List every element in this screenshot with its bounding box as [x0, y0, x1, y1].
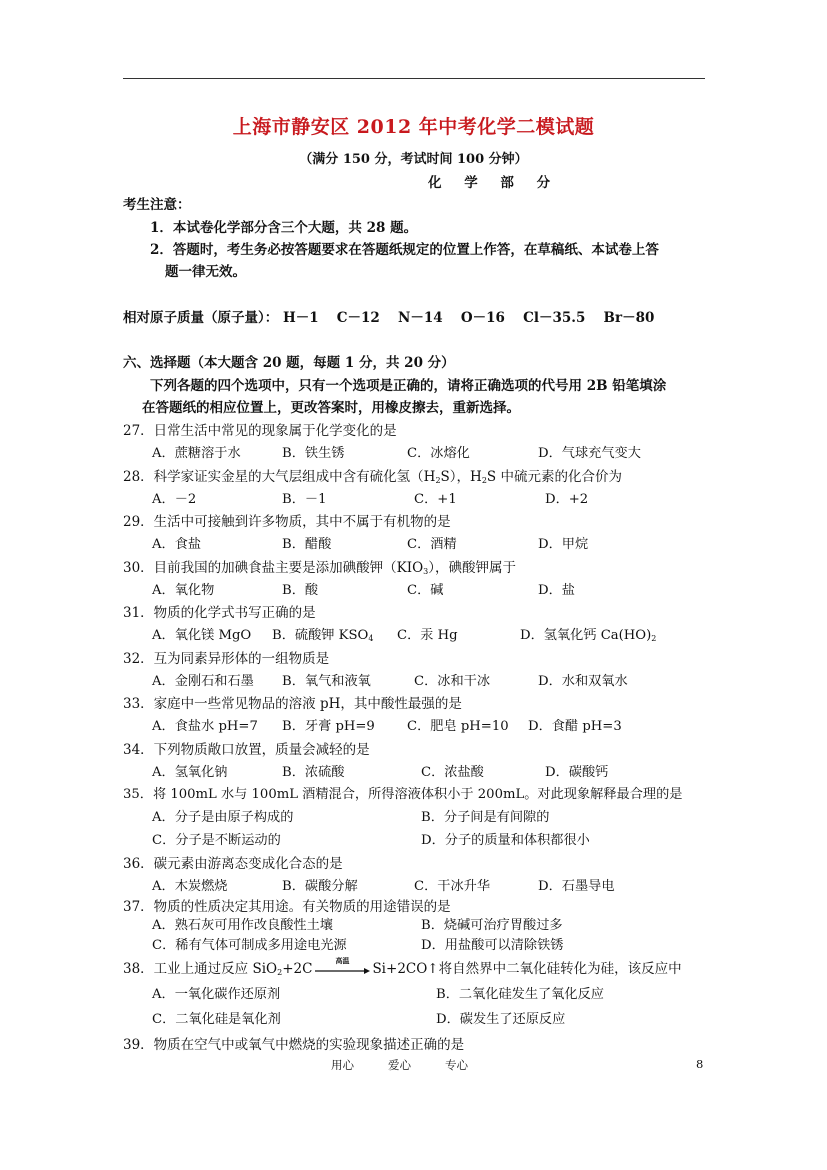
option-d: D．石墨导电 — [538, 879, 615, 894]
option-a: A．木炭燃烧 — [152, 879, 228, 894]
option-c: C．冰和干冰 — [414, 674, 491, 689]
option-b: B．二氧化硅发生了氧化反应 — [436, 987, 604, 1002]
option-d: D．甲烷 — [538, 537, 589, 552]
option-b: B．－1 — [282, 492, 327, 507]
option-c: C．浓盐酸 — [421, 765, 484, 780]
exam-info: （满分 150 分，考试时间 100 分钟） — [299, 152, 528, 167]
option-d: D．用盐酸可以清除铁锈 — [421, 938, 564, 953]
notice-item: 题一律无效。 — [165, 264, 246, 280]
option-c: C．汞 Hg — [397, 628, 458, 643]
footer-motto: 专心 — [445, 1058, 468, 1072]
option-d: D．盐 — [538, 583, 575, 598]
option-b: B．醋酸 — [282, 537, 332, 552]
option-a: A．一氧化碳作还原剂 — [152, 987, 281, 1002]
option-a: A．氧化物 — [152, 583, 215, 598]
option-d: D．+2 — [545, 492, 589, 507]
question-39-stem: 39．物质在空气中或氧气中燃烧的实验现象描述正确的是 — [123, 1037, 465, 1053]
option-b: B．氧气和液氧 — [282, 674, 371, 689]
question-27-stem: 27．日常生活中常见的现象属于化学变化的是 — [123, 423, 397, 439]
option-a: A．分子是由原子构成的 — [152, 810, 294, 825]
option-d: D．气球充气变大 — [538, 446, 641, 461]
question-38-stem: 38．工业上通过反应 SiO$_2$+2C 高温 Si+2CO↑将自然界中二氧化硅转化为硅，该反应中 — [123, 955, 682, 977]
question-28-stem: 28．科学家证实金星的大气层组成中含有硫化氢$(H_2S)$，$H_2S$ 中硫元素的化合价为 — [123, 469, 622, 485]
atomic-mass-line: 相对原子质量（原子量）： H－1 C－12 N－14 O－16 Cl－35.5 Br－80 — [123, 310, 655, 326]
page-number: 8 — [696, 1057, 704, 1071]
option-c: C．稀有气体可制成多用途电光源 — [152, 938, 347, 953]
option-c: C．+1 — [414, 492, 457, 507]
option-a: A．金刚石和石墨 — [152, 674, 254, 689]
footer-motto: 爱心 — [388, 1058, 411, 1072]
question-32-stem: 32．互为同素异形体的一组物质是 — [123, 651, 330, 667]
option-d: D．碳酸钙 — [545, 765, 609, 780]
question-30-stem: 30．目前我国的加碘食盐主要是添加碘酸钾$(KIO_3)$，碘酸钾属于 — [123, 560, 517, 576]
notice-heading: 考生注意： — [123, 197, 191, 213]
section-heading: 六、选择题（本大题含 20 题，每题 1 分，共 20 分） — [123, 355, 455, 371]
option-c: C．冰熔化 — [407, 446, 470, 461]
question-36-stem: 36．碳元素由游离态变成化合态的是 — [123, 856, 343, 872]
option-b: B．碳酸分解 — [282, 879, 358, 894]
option-b: B．铁生锈 — [282, 446, 345, 461]
option-d: D．氢氧化钙 $Ca(HO)_2$ — [520, 628, 657, 643]
header-rule — [123, 78, 705, 79]
option-a: A．食盐 — [152, 537, 202, 552]
option-a: A．蔗糖溶于水 — [152, 446, 241, 461]
question-31-stem: 31．物质的化学式书写正确的是 — [123, 605, 316, 621]
reaction-condition: 高温 — [335, 955, 350, 965]
question-35-stem: 35．将 100mL 水与 100mL 酒精混合，所得溶液体积小于 200mL。对此现象解释最合理的是 — [123, 787, 683, 802]
notice-item: 2．答题时，考生务必按答题要求在答题纸规定的位置上作答，在草稿纸、本试卷上答 — [150, 242, 659, 258]
section-instruction: 在答题纸的相应位置上，更改答案时，用橡皮擦去，重新选择。 — [142, 400, 520, 416]
option-c: C．分子是不断运动的 — [152, 833, 281, 848]
page-title: 上海市静安区 2012 年中考化学二模试题 — [232, 116, 595, 138]
option-c: C．碱 — [407, 583, 444, 598]
option-c: C．二氧化硅是氧化剂 — [152, 1012, 281, 1027]
option-b: B．浓硫酸 — [282, 765, 345, 780]
notice-item: 1．本试卷化学部分含三个大题，共 28 题。 — [150, 220, 418, 236]
question-37-stem: 37．物质的性质决定其用途。有关物质的用途错误的是 — [123, 899, 451, 915]
option-b: B．牙膏 pH=9 — [282, 719, 375, 734]
option-a: A．熟石灰可用作改良酸性土壤 — [152, 918, 333, 933]
option-a: A．氢氧化钠 — [152, 765, 228, 780]
reaction-arrow — [314, 955, 370, 977]
part-heading: 化 学 部 分 — [428, 175, 560, 191]
option-b: B．分子间是有间隙的 — [421, 810, 550, 825]
question-29-stem: 29．生活中可接触到许多物质，其中不属于有机物的是 — [123, 514, 451, 530]
option-c: C．肥皂 pH=10 — [407, 719, 509, 734]
option-c: C．干冰升华 — [414, 879, 491, 894]
question-34-stem: 34．下列物质敞口放置，质量会减轻的是 — [123, 742, 370, 758]
option-a: A．氧化镁 MgO — [152, 628, 252, 643]
option-a: A．－2 — [152, 492, 197, 507]
option-b: B．烧碱可治疗胃酸过多 — [421, 918, 563, 933]
footer-motto: 用心 — [331, 1058, 354, 1072]
option-c: C．酒精 — [407, 537, 457, 552]
question-33-stem: 33．家庭中一些常见物品的溶液 pH，其中酸性最强的是 — [123, 696, 462, 712]
option-d: D．水和双氧水 — [538, 674, 628, 689]
option-a: A．食盐水 pH=7 — [152, 719, 258, 734]
option-b: B．酸 — [282, 583, 319, 598]
arrow-right-icon — [314, 963, 370, 977]
option-d: D．食醋 pH=3 — [528, 719, 622, 734]
section-instruction: 下列各题的四个选项中，只有一个选项是正确的，请将正确选项的代号用 2B 铅笔填涂 — [150, 378, 667, 394]
option-d: D．碳发生了还原反应 — [436, 1012, 566, 1027]
option-d: D．分子的质量和体积都很小 — [421, 833, 590, 848]
option-b: B．硫酸钾 $KSO_4$ — [272, 628, 374, 643]
